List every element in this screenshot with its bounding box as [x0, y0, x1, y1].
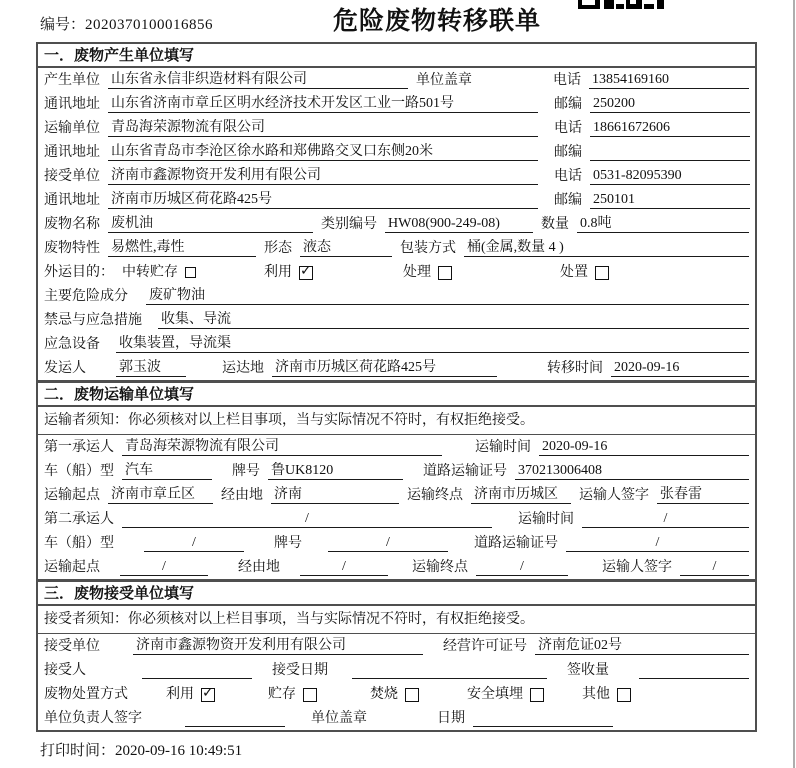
form-row	[38, 531, 755, 555]
field-label: 通讯地址	[44, 193, 100, 208]
field-value: 济南危证02号	[535, 637, 749, 655]
field-value: 250200	[590, 95, 750, 113]
form-row	[38, 658, 755, 682]
checkbox-checked	[166, 686, 215, 703]
field-value	[142, 662, 252, 679]
field-value: 液态	[300, 239, 392, 257]
form-row	[38, 92, 755, 116]
field-value: /	[582, 510, 749, 528]
print-time-label: 打印时间：	[40, 743, 116, 759]
field-value: 370213006408	[515, 462, 749, 480]
field-value: /	[680, 558, 749, 576]
field-label: 运输时间	[475, 440, 531, 455]
field-label: 第二承运人	[44, 512, 114, 527]
field-label: 道路运输证号	[474, 536, 558, 551]
field-label: 运输人签字	[579, 488, 649, 503]
field-value: 250101	[590, 191, 750, 209]
field-value: 郭玉波	[116, 359, 186, 377]
section-box	[36, 381, 757, 581]
form-row	[38, 164, 755, 188]
form-row	[38, 555, 755, 579]
field-label: 发运人	[44, 361, 86, 376]
field-value: 废矿物油	[146, 287, 749, 305]
print-time-line	[40, 739, 796, 760]
field-label: 接受日期	[272, 663, 328, 678]
field-value: 山东省济南市章丘区明水经济技术开发区工业一路501号	[108, 95, 538, 113]
form-row	[38, 116, 755, 140]
field-value: 桶(金属,数量 4 )	[464, 239, 749, 257]
field-value: 废机油	[108, 215, 313, 233]
checkbox-label: 中转贮存	[122, 265, 178, 280]
field-label: 牌号	[232, 464, 260, 479]
form-row	[38, 483, 755, 507]
field-label: 单位盖章	[311, 711, 367, 726]
field-value: 济南市鑫源物资开发利用有限公司	[108, 167, 538, 185]
field-label: 运输时间	[518, 512, 574, 527]
qr-code-fragment-icon	[578, 0, 664, 9]
field-value	[590, 144, 750, 161]
section-heading: 一．废物产生单位填写	[38, 44, 755, 68]
field-label: 应急设备	[44, 337, 100, 352]
serial-label: 编号：	[40, 17, 86, 33]
section-box	[36, 580, 757, 732]
checkbox-box-icon	[405, 688, 419, 702]
checkbox-label: 处理	[403, 265, 431, 280]
checkbox-unchecked	[122, 264, 196, 281]
checkbox-unchecked	[370, 686, 419, 703]
field-label: 外运目的：	[44, 265, 114, 280]
field-label: 转移时间	[547, 361, 603, 376]
checkbox-label: 利用	[166, 687, 194, 702]
form-row	[38, 188, 755, 212]
field-value: 张春雷	[657, 486, 749, 504]
field-value: 0531-82095390	[590, 167, 750, 185]
field-label: 经由地	[238, 560, 280, 575]
field-label: 日期	[437, 711, 465, 726]
field-label: 经营许可证号	[443, 639, 527, 654]
checkbox-label: 处置	[560, 265, 588, 280]
checkbox-unchecked	[582, 686, 631, 703]
field-value: 济南市鑫源物资开发利用有限公司	[133, 637, 423, 655]
field-value	[185, 710, 285, 727]
form-row	[38, 140, 755, 164]
field-value: /	[566, 534, 749, 552]
field-value: 济南市章丘区	[108, 486, 213, 504]
checkbox-box-icon	[201, 688, 215, 702]
section-notice: 接受者须知：你必须核对以上栏目事项，当与实际情况不符时，有权拒绝接受。	[38, 606, 755, 634]
checkbox-label: 其他	[582, 687, 610, 702]
field-label: 主要危险成分	[44, 289, 128, 304]
field-label: 运输终点	[407, 488, 463, 503]
form-row	[38, 332, 755, 356]
form-row	[38, 459, 755, 483]
checkbox-box-icon	[617, 688, 631, 702]
field-label: 废物特性	[44, 241, 100, 256]
field-label: 接受单位	[44, 639, 100, 654]
field-label: 电话	[553, 73, 581, 88]
field-value: 济南市历城区荷花路425号	[272, 359, 497, 377]
form-row	[38, 308, 755, 332]
viewer-right-edge	[793, 0, 795, 768]
field-label: 运输起点	[44, 488, 100, 503]
checkbox-unchecked	[467, 686, 544, 703]
field-label: 通讯地址	[44, 145, 100, 160]
print-time-value: 2020-09-16 10:49:51	[115, 743, 243, 759]
form-root	[36, 42, 757, 732]
form-row	[38, 682, 755, 706]
field-label: 运达地	[222, 361, 264, 376]
field-label: 产生单位	[44, 73, 100, 88]
field-label: 运输终点	[412, 560, 468, 575]
field-label: 接受人	[44, 663, 86, 678]
field-label: 电话	[554, 121, 582, 136]
field-value: 济南	[271, 486, 399, 504]
field-value: 收集、导流	[158, 311, 749, 329]
field-label: 第一承运人	[44, 440, 114, 455]
field-value: 18661672606	[590, 119, 750, 137]
checkbox-unchecked	[403, 264, 452, 281]
field-label: 包装方式	[400, 241, 456, 256]
field-label: 类别编号	[321, 217, 377, 232]
field-label: 形态	[264, 241, 292, 256]
field-label: 运输起点	[44, 560, 100, 575]
field-value: 山东省永信非织造材料有限公司	[108, 71, 408, 89]
field-value: /	[144, 534, 244, 552]
form-row	[38, 507, 755, 531]
field-label: 运输人签字	[602, 560, 672, 575]
field-value: 2020-09-16	[539, 438, 749, 456]
field-label: 电话	[554, 169, 582, 184]
field-label: 车（船）型	[44, 536, 114, 551]
field-label: 单位负责人签字	[44, 711, 142, 726]
field-value: 济南市历城区	[471, 486, 571, 504]
field-label: 道路运输证号	[423, 464, 507, 479]
checkbox-label: 安全填埋	[467, 687, 523, 702]
checkbox-checked	[264, 264, 313, 281]
field-label: 废物处置方式	[44, 687, 128, 702]
checkbox-box-icon	[438, 266, 452, 280]
field-label: 牌号	[274, 536, 302, 551]
field-value: 收集装置，导流渠	[116, 335, 749, 353]
serial-number: 2020370100016856	[85, 17, 214, 33]
field-value	[473, 710, 613, 727]
field-label: 禁忌与应急措施	[44, 313, 142, 328]
field-value: 汽车	[122, 462, 212, 480]
field-label: 经由地	[221, 488, 263, 503]
document-header	[0, 0, 796, 42]
field-label: 邮编	[554, 193, 582, 208]
checkbox-box-icon	[185, 267, 196, 278]
checkbox-box-icon	[530, 688, 544, 702]
field-label: 签收量	[567, 663, 609, 678]
checkbox-label: 焚烧	[370, 687, 398, 702]
checkbox-box-icon	[303, 688, 317, 702]
field-value	[639, 662, 749, 679]
field-value: /	[122, 510, 492, 528]
section-heading: 三．废物接受单位填写	[38, 582, 755, 606]
field-value: 青岛海荣源物流有限公司	[122, 438, 442, 456]
field-label: 邮编	[554, 97, 582, 112]
serial-number-line	[40, 13, 213, 34]
field-value: 0.8吨	[577, 215, 749, 233]
field-label: 单位盖章	[416, 73, 472, 88]
field-value: 易燃性,毒性	[108, 239, 256, 257]
form-row	[38, 68, 755, 92]
field-value: 13854169160	[589, 71, 749, 89]
field-label: 车（船）型	[44, 464, 114, 479]
field-label: 运输单位	[44, 121, 100, 136]
field-value: /	[476, 558, 568, 576]
field-label: 通讯地址	[44, 97, 100, 112]
field-value: 青岛海荣源物流有限公司	[108, 119, 538, 137]
field-value: /	[300, 558, 388, 576]
field-value	[352, 662, 547, 679]
field-value: 鲁UK8120	[268, 462, 403, 480]
section-notice: 运输者须知：你必须核对以上栏目事项，当与实际情况不符时，有权拒绝接受。	[38, 407, 755, 435]
form-row	[38, 706, 755, 730]
form-row	[38, 260, 755, 284]
field-value: /	[328, 534, 448, 552]
section-box	[36, 42, 757, 382]
checkbox-box-icon	[299, 266, 313, 280]
form-row	[38, 435, 755, 459]
field-label: 废物名称	[44, 217, 100, 232]
checkbox-unchecked	[560, 264, 609, 281]
section-heading: 二．废物运输单位填写	[38, 383, 755, 407]
form-row	[38, 284, 755, 308]
field-value: 山东省青岛市李沧区徐水路和郑佛路交叉口东侧20米	[108, 143, 538, 161]
form-row	[38, 212, 755, 236]
field-value: 2020-09-16	[611, 359, 749, 377]
form-row	[38, 356, 755, 380]
form-row	[38, 634, 755, 658]
form-row	[38, 236, 755, 260]
field-value: /	[120, 558, 208, 576]
page-title: 危险废物转移联单	[332, 7, 542, 35]
field-value: 济南市历城区荷花路425号	[108, 191, 538, 209]
checkbox-label: 利用	[264, 265, 292, 280]
checkbox-label: 贮存	[268, 687, 296, 702]
field-label: 数量	[541, 217, 569, 232]
field-value: HW08(900-249-08)	[385, 215, 533, 233]
field-label: 邮编	[554, 145, 582, 160]
checkbox-box-icon	[595, 266, 609, 280]
checkbox-unchecked	[268, 686, 317, 703]
field-label: 接受单位	[44, 169, 100, 184]
